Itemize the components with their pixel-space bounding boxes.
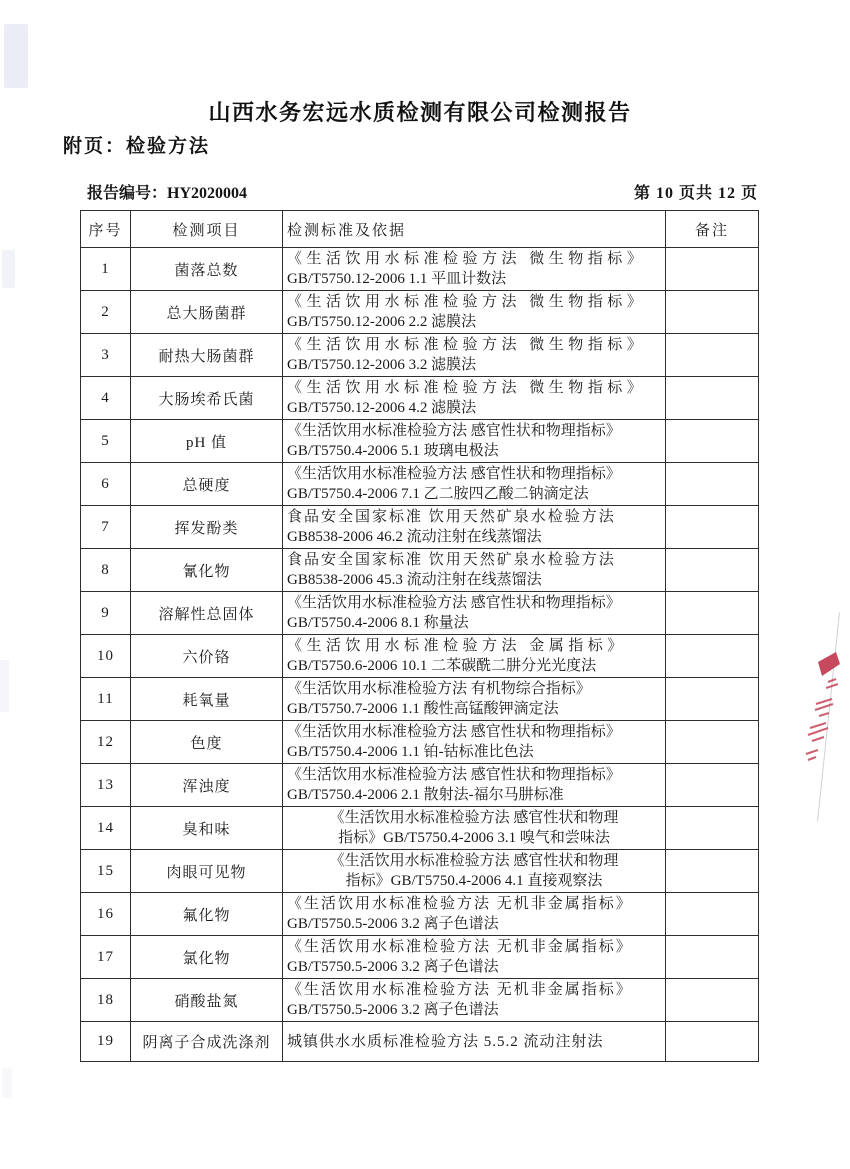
remark-cell: [666, 678, 759, 721]
test-item-cell: 氯化物: [131, 936, 283, 979]
standard-cell: 《生活饮用水标准检验方法 感官性状和物理指标》 GB/T5750.4-2006 2.1 散射法-福尔马肼标准: [283, 764, 666, 807]
table-body: [81, 248, 759, 1062]
remark-cell: [666, 850, 759, 893]
row-number-cell: 3: [81, 334, 131, 377]
test-item-cell: 耗氧量: [131, 678, 283, 721]
test-item-cell: 氟化物: [131, 893, 283, 936]
remark-cell: [666, 721, 759, 764]
test-item-cell: 浑浊度: [131, 764, 283, 807]
table-row: [81, 377, 759, 420]
row-number-cell: 18: [81, 979, 131, 1022]
table-row: [81, 893, 759, 936]
meta-row: [87, 180, 758, 203]
remark-cell: [666, 893, 759, 936]
test-item-cell: 六价铬: [131, 635, 283, 678]
table-row: [81, 1022, 759, 1062]
page-indicator: 第 10 页共 12 页: [633, 185, 758, 202]
remark-cell: [666, 377, 759, 420]
table-row: [81, 420, 759, 463]
table-row: [81, 807, 759, 850]
standard-cell: 《生活饮用水标准检验方法 无机非金属指标》 GB/T5750.5-2006 3.2 离子色谱法: [283, 936, 666, 979]
attachment-subtitle: 附页：检验方法: [63, 136, 211, 157]
row-number-cell: 1: [81, 248, 131, 291]
standard-cell: 食品安全国家标准 饮用天然矿泉水检验方法 GB8538-2006 46.2 流动注射在线蒸馏法: [283, 506, 666, 549]
test-item-cell: 总大肠菌群: [131, 291, 283, 334]
table-row: [81, 979, 759, 1022]
table-row: [81, 721, 759, 764]
table-row: [81, 592, 759, 635]
standard-cell: 《生活饮用水标准检验方法 微生物指标》 GB/T5750.12-2006 2.2 滤膜法: [283, 291, 666, 334]
row-number-cell: 12: [81, 721, 131, 764]
header-test-item: 检测项目: [131, 211, 283, 248]
test-item-cell: 肉眼可见物: [131, 850, 283, 893]
test-item-cell: 菌落总数: [131, 248, 283, 291]
remark-cell: [666, 549, 759, 592]
standard-cell: 《生活饮用水标准检验方法 无机非金属指标》 GB/T5750.5-2006 3.2 离子色谱法: [283, 893, 666, 936]
test-item-cell: 耐热大肠菌群: [131, 334, 283, 377]
standard-cell: 《生活饮用水标准检验方法 感官性状和物理指标》 GB/T5750.4-2006 5.1 玻璃电极法: [283, 420, 666, 463]
row-number-cell: 9: [81, 592, 131, 635]
header-standard-basis: 检测标准及依据: [283, 211, 666, 248]
test-item-cell: 阴离子合成洗涤剂: [131, 1022, 283, 1062]
remark-cell: [666, 979, 759, 1022]
standard-cell: 《生活饮用水标准检验方法 感官性状和物理指标》 GB/T5750.4-2006 8.1 称量法: [283, 592, 666, 635]
test-item-cell: 氰化物: [131, 549, 283, 592]
row-number-cell: 11: [81, 678, 131, 721]
report-title: 山西水务宏远水质检测有限公司检测报告: [208, 100, 632, 125]
row-number-cell: 14: [81, 807, 131, 850]
test-methods-table: [80, 210, 759, 1062]
standard-cell: 《生活饮用水标准检验方法 感官性状和物理 指标》GB/T5750.4-2006 4.1 直接观察法: [283, 850, 666, 893]
remark-cell: [666, 506, 759, 549]
row-number-cell: 19: [81, 1022, 131, 1062]
remark-cell: [666, 1022, 759, 1062]
test-item-cell: 硝酸盐氮: [131, 979, 283, 1022]
remark-cell: [666, 807, 759, 850]
test-item-cell: 色度: [131, 721, 283, 764]
header-remark: 备注: [666, 211, 759, 248]
report-number: [87, 180, 247, 203]
row-number-cell: 7: [81, 506, 131, 549]
page-crease-line: [817, 613, 840, 822]
remark-cell: [666, 291, 759, 334]
standard-cell: 《生活饮用水标准检验方法 微生物指标》 GB/T5750.12-2006 4.2 滤膜法: [283, 377, 666, 420]
table-row: [81, 291, 759, 334]
test-item-cell: pH 值: [131, 420, 283, 463]
row-number-cell: 17: [81, 936, 131, 979]
test-item-cell: 总硬度: [131, 463, 283, 506]
remark-cell: [666, 592, 759, 635]
scan-blotch: [0, 660, 9, 712]
red-seal-fragment: [802, 648, 848, 774]
standard-cell: 《生活饮用水标准检验方法 微生物指标》 GB/T5750.12-2006 3.2 滤膜法: [283, 334, 666, 377]
table-row: [81, 506, 759, 549]
table-row: [81, 248, 759, 291]
remark-cell: [666, 936, 759, 979]
standard-cell: 《生活饮用水标准检验方法 感官性状和物理 指标》GB/T5750.4-2006 3.1 嗅气和尝味法: [283, 807, 666, 850]
remark-cell: [666, 463, 759, 506]
remark-cell: [666, 635, 759, 678]
standard-cell: 《生活饮用水标准检验方法 感官性状和物理指标》 GB/T5750.4-2006 1.1 铂-钴标准比色法: [283, 721, 666, 764]
remark-cell: [666, 420, 759, 463]
table-row: [81, 549, 759, 592]
table-row: [81, 850, 759, 893]
row-number-cell: 8: [81, 549, 131, 592]
table-row: [81, 334, 759, 377]
scan-blotch: [4, 24, 28, 88]
standard-cell: 城镇供水水质标准检验方法 5.5.2 流动注射法: [283, 1022, 666, 1062]
table-row: [81, 635, 759, 678]
row-number-cell: 16: [81, 893, 131, 936]
table-row: [81, 463, 759, 506]
row-number-cell: 15: [81, 850, 131, 893]
report-number-value: HY2020004: [167, 185, 248, 202]
remark-cell: [666, 248, 759, 291]
remark-cell: [666, 334, 759, 377]
standard-cell: 食品安全国家标准 饮用天然矿泉水检验方法 GB8538-2006 45.3 流动注射在线蒸馏法: [283, 549, 666, 592]
remark-cell: [666, 764, 759, 807]
scan-blotch: [2, 250, 15, 288]
standard-cell: 《生活饮用水标准检验方法 感官性状和物理指标》 GB/T5750.4-2006 7.1 乙二胺四乙酸二钠滴定法: [283, 463, 666, 506]
row-number-cell: 2: [81, 291, 131, 334]
row-number-cell: 5: [81, 420, 131, 463]
scan-blotch: [2, 1068, 12, 1098]
test-item-cell: 挥发酚类: [131, 506, 283, 549]
row-number-cell: 13: [81, 764, 131, 807]
test-item-cell: 溶解性总固体: [131, 592, 283, 635]
standard-cell: 《生活饮用水标准检验方法 金属指标》 GB/T5750.6-2006 10.1 二苯碳酰二肼分光光度法: [283, 635, 666, 678]
table-row: [81, 936, 759, 979]
row-number-cell: 10: [81, 635, 131, 678]
table-row: [81, 678, 759, 721]
header-serial-number: 序号: [81, 211, 131, 248]
report-number-label: 报告编号：: [87, 185, 168, 202]
standard-cell: 《生活饮用水标准检验方法 微生物指标》 GB/T5750.12-2006 1.1 平皿计数法: [283, 248, 666, 291]
row-number-cell: 4: [81, 377, 131, 420]
row-number-cell: 6: [81, 463, 131, 506]
standard-cell: 《生活饮用水标准检验方法 有机物综合指标》 GB/T5750.7-2006 1.1 酸性高锰酸钾滴定法: [283, 678, 666, 721]
standard-cell: 《生活饮用水标准检验方法 无机非金属指标》 GB/T5750.5-2006 3.2 离子色谱法: [283, 979, 666, 1022]
test-item-cell: 大肠埃希氏菌: [131, 377, 283, 420]
table-header-row: [81, 211, 759, 248]
test-item-cell: 臭和味: [131, 807, 283, 850]
table-row: [81, 764, 759, 807]
